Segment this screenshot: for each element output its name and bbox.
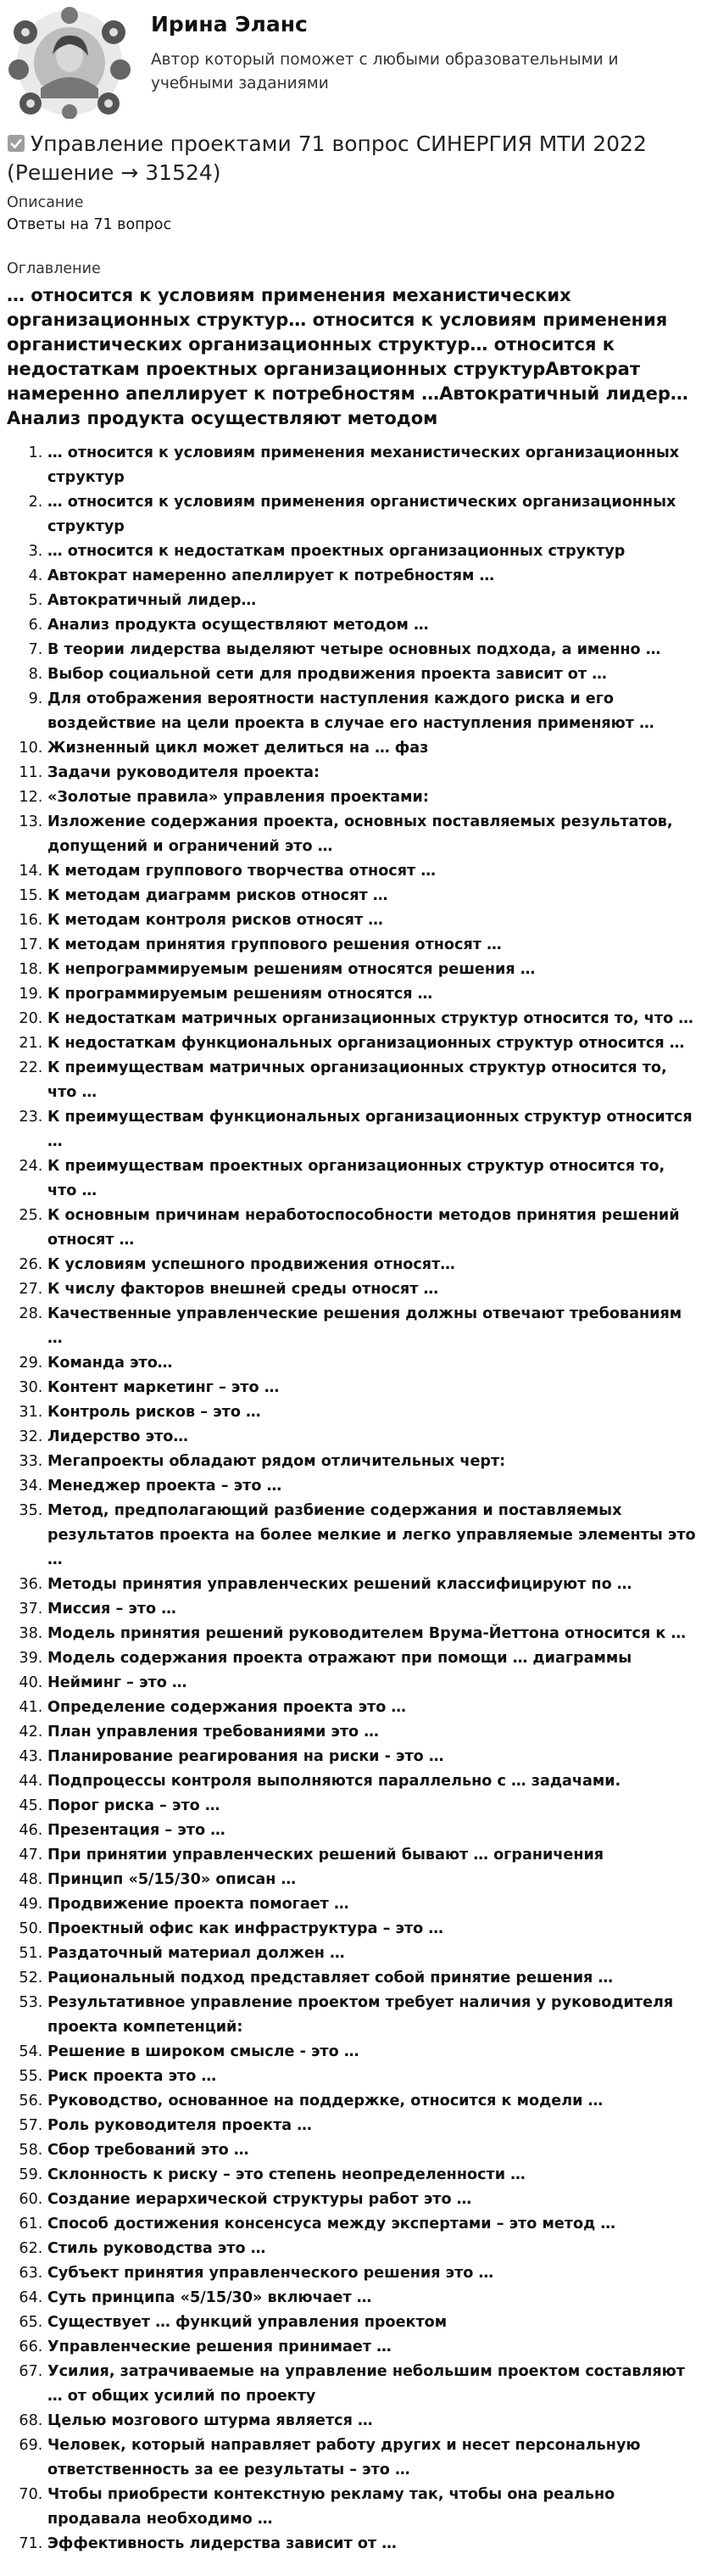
- question-item: 32. Лидерство это…: [47, 1425, 698, 1450]
- question-item: 55. Риск проекта это …: [47, 2065, 698, 2089]
- question-item: 44. Подпроцессы контроля выполняются параллельно с … задачами.: [47, 1769, 698, 1794]
- question-item: 31. Контроль рисков – это …: [47, 1400, 698, 1425]
- author-name[interactable]: Ирина Эланс: [151, 12, 308, 36]
- question-item: 39. Модель содержания проекта отражают при помощи … диаграммы: [47, 1646, 698, 1671]
- question-item: 12. «Золотые правила» управления проектами:: [47, 785, 698, 810]
- question-item: 23. К преимуществам функциональных организационных структур относится …: [47, 1105, 698, 1154]
- question-item: 59. Склонность к риску – это степень неопределенности …: [47, 2163, 698, 2188]
- toc-heading: … относится к условиям применения механистических организационных структур… относится к условиям применения органистических организационных структур… относится к недостаткам проектных организационных структурАвтократ намеренно апеллирует к потребностям …Автократичный лидер…Анализ продукта осуществляют методом: [7, 285, 688, 428]
- question-item: 62. Стиль руководства это …: [47, 2237, 698, 2261]
- question-item: 70. Чтобы приобрести контекстную рекламу так, чтобы она реально продавала необходимо …: [47, 2483, 698, 2532]
- question-item: 53. Результативное управление проектом требует наличия у руководителя проекта компетенций:: [47, 1991, 698, 2040]
- question-item: 16. К методам контроля рисков относят …: [47, 908, 698, 933]
- question-item: 13. Изложение содержания проекта, основных поставляемых результатов, допущений и ограничений это …: [47, 810, 698, 859]
- question-item: 3. … относится к недостаткам проектных организационных структур: [47, 539, 698, 564]
- question-item: 63. Субъект принятия управленческого решения это …: [47, 2261, 698, 2286]
- author-avatar[interactable]: [7, 7, 132, 119]
- question-item: 57. Роль руководителя проекта …: [47, 2114, 698, 2138]
- description-label: Описание: [7, 194, 84, 211]
- page-title: [7, 131, 698, 187]
- question-item: 8. Выбор социальной сети для продвижения проекта зависит от …: [47, 662, 698, 687]
- question-item: 20. К недостаткам матричных организационных структур относится то, что …: [47, 1007, 698, 1031]
- question-item: 37. Миссия – это …: [47, 1597, 698, 1622]
- question-item: 41. Определение содержания проекта это …: [47, 1696, 698, 1720]
- question-item: 22. К преимуществам матричных организационных структур относится то, что …: [47, 1056, 698, 1105]
- question-item: 48. Принцип «5/15/30» описан …: [47, 1868, 698, 1892]
- question-item: 28. Качественные управленческие решения должны отвечают требованиям …: [47, 1302, 698, 1351]
- question-item: 71. Эффективность лидерства зависит от …: [47, 2532, 698, 2556]
- question-item: 69. Человек, который направляет работу других и несет персональную ответственность за ее результаты – это …: [47, 2434, 698, 2483]
- question-item: 25. К основным причинам неработоспособности методов принятия решений относят …: [47, 1204, 698, 1253]
- question-item: 43. Планирование реагирования на риски - это …: [47, 1745, 698, 1769]
- question-item: 68. Целью мозгового штурма является …: [47, 2409, 698, 2434]
- question-item: 24. К преимуществам проектных организационных структур относится то, что …: [47, 1154, 698, 1204]
- toc-label: Оглавление: [7, 260, 101, 277]
- question-item: 11. Задачи руководителя проекта:: [47, 761, 698, 785]
- question-item: 38. Модель принятия решений руководителем Врума-Йеттона относится к …: [47, 1622, 698, 1646]
- question-item: 34. Менеджер проекта – это …: [47, 1474, 698, 1499]
- question-item: 14. К методам группового творчества относят …: [47, 859, 698, 884]
- author-card: [7, 7, 698, 127]
- checkbox-checked-icon: [7, 132, 25, 159]
- question-item: 17. К методам принятия группового решения относят …: [47, 933, 698, 958]
- question-item: 60. Создание иерархической структуры работ это …: [47, 2188, 698, 2212]
- question-item: 49. Продвижение проекта помогает …: [47, 1892, 698, 1917]
- question-item: 10. Жизненный цикл может делиться на … фаз: [47, 736, 698, 761]
- question-item: 26. К условиям успешного продвижения относят…: [47, 1253, 698, 1277]
- description-value: Ответы на 71 вопрос: [7, 216, 172, 233]
- question-item: 5. Автократичный лидер…: [47, 589, 698, 613]
- question-item: 27. К числу факторов внешней среды относят …: [47, 1277, 698, 1302]
- question-item: 29. Команда это…: [47, 1351, 698, 1376]
- question-item: 18. К непрограммируемым решениям относятся решения …: [47, 958, 698, 982]
- question-item: 6. Анализ продукта осуществляют методом …: [47, 613, 698, 638]
- question-item: 50. Проектный офис как инфраструктура – это …: [47, 1917, 698, 1942]
- question-item: 21. К недостаткам функциональных организационных структур относится …: [47, 1031, 698, 1056]
- question-item: 1. … относится к условиям применения механистических организационных структур: [47, 441, 698, 490]
- question-item: 42. План управления требованиями это …: [47, 1720, 698, 1745]
- question-item: 47. При принятии управленческих решений бывают … ограничения: [47, 1843, 698, 1868]
- question-item: 36. Методы принятия управленческих решений классифицируют по …: [47, 1573, 698, 1597]
- question-item: 15. К методам диаграмм рисков относят …: [47, 884, 698, 908]
- question-item: 40. Нейминг – это …: [47, 1671, 698, 1696]
- question-item: 51. Раздаточный материал должен …: [47, 1942, 698, 1966]
- question-item: 64. Суть принципа «5/15/30» включает …: [47, 2286, 698, 2311]
- author-description: Автор который поможет с любыми образовательными и учебными заданиями: [151, 51, 619, 92]
- question-item: 35. Метод, предполагающий разбиение содержания и поставляемых результатов проекта на более мелкие и легко управляемые элементы это …: [47, 1499, 698, 1573]
- question-item: 33. Мегапроекты обладают рядом отличительных черт:: [47, 1450, 698, 1474]
- question-item: 52. Рациональный подход представляет собой принятие решения …: [47, 1966, 698, 1991]
- question-item: 58. Сбор требований это …: [47, 2138, 698, 2163]
- page-title-text: Управление проектами 71 вопрос СИНЕРГИЯ МТИ 2022 (Решение → 31524): [7, 131, 647, 185]
- question-item: 2. … относится к условиям применения органистических организационных структур: [47, 490, 698, 539]
- question-item: 9. Для отображения вероятности наступления каждого риска и его воздействие на цели проекта в случае его наступления применяют …: [47, 687, 698, 736]
- question-item: 7. В теории лидерства выделяют четыре основных подхода, а именно …: [47, 638, 698, 662]
- question-item: 66. Управленческие решения принимает …: [47, 2335, 698, 2360]
- question-item: 45. Порог риска – это …: [47, 1794, 698, 1819]
- question-item: 30. Контент маркетинг – это …: [47, 1376, 698, 1400]
- question-item: 67. Усилия, затрачиваемые на управление небольшим проектом составляют … от общих усилий по проекту: [47, 2360, 698, 2409]
- question-item: 65. Существует … функций управления проектом: [47, 2311, 698, 2335]
- question-item: 54. Решение в широком смысле - это …: [47, 2040, 698, 2065]
- avatar-image: [7, 7, 132, 119]
- question-list: [7, 441, 698, 2556]
- question-item: 61. Способ достижения консенсуса между экспертами – это метод …: [47, 2212, 698, 2237]
- question-item: 56. Руководство, основанное на поддержке, относится к модели …: [47, 2089, 698, 2114]
- question-item: 19. К программируемым решениям относятся …: [47, 982, 698, 1007]
- question-item: 4. Автократ намеренно апеллирует к потребностям …: [47, 564, 698, 589]
- question-item: 46. Презентация – это …: [47, 1819, 698, 1843]
